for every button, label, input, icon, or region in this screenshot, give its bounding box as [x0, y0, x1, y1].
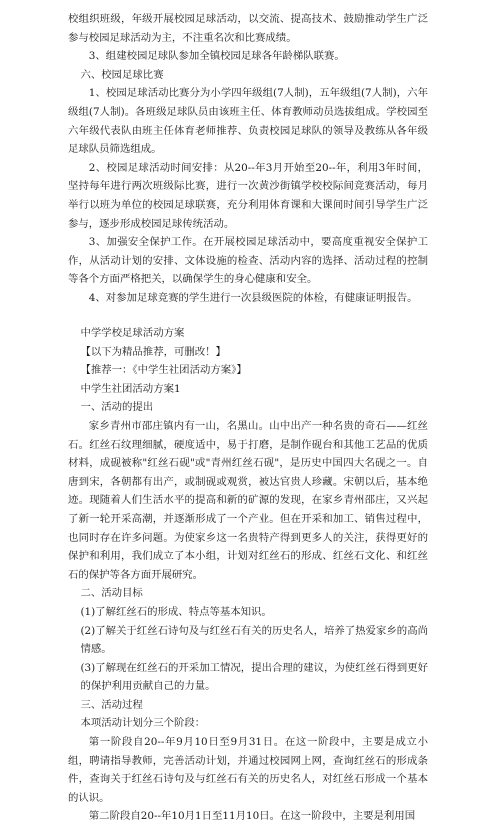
goal-item: (3)了解现在红丝石的开采加工情况，提出合理的建议，为使红丝石得到更好的保护利用贡献自己的力量。 — [80, 661, 428, 693]
paragraph: 3、组建校园足球队参加全镇校园足球各年龄梯队联赛。 — [88, 50, 345, 63]
document-title: 中学学校足球活动方案 — [80, 327, 185, 339]
sub-title: 中学生社团活动方案1 — [80, 382, 181, 395]
section-heading: 三、活动过程 — [80, 698, 143, 711]
paragraph: 3、加强安全保护工作。在开展校园足球活动中，要高度重视安全保护工作，从活动计划的安排、文体设施的检查、活动内容的选择、活动过程的控制等各个方面严格把关，以确保学生的身心健康和安全。 — [68, 236, 428, 286]
goal-item: (2)了解关于红丝石诗句及与红丝石有关的历史名人，培养了热爱家乡的高尚情感。 — [80, 624, 428, 656]
paragraph: 校组织班级，年级开展校园足球活动，以交流、提高技术、鼓励推动学生广泛参与校园足球活动为主，不注重名次和比赛成绩。 — [68, 13, 428, 44]
section-heading: 二、活动目标 — [80, 587, 143, 600]
section-heading: 一、活动的提出 — [80, 401, 154, 414]
lower-section — [68, 324, 428, 826]
paragraph: 1、校园足球活动比赛分为小学四年级组(7人制)，五年级组(7人制)，六年级组(7人制)。各班级足球队员由该班主任、体育教师动员选拔组成。学校园至六年级代表队由班主任体育老师推荐、负责校园足球队的领导及教练从各年级足球队员筛选组成。 — [68, 87, 428, 156]
paragraph: 第二阶段自20--年10月1日至11月10日。在这一阶段中，主要是利用国 — [88, 810, 416, 823]
section-heading: 六、校园足球比赛 — [80, 68, 164, 81]
goal-item: (1)了解红丝石的形成、特点等基本知识。 — [80, 605, 272, 618]
paragraph: 2、校园足球活动时间安排：从20--年3月开始至20--年，利用3年时间，坚持每年进行两次班级际比赛，进行一次黄沙街镇学校校际间竞赛活动，每月举行以班为单位的校园足球联赛，充分利用体育课和大课间时间引导学生广泛参与，逐步形成校园足球传统活动。 — [68, 161, 428, 230]
paragraph: 第一阶段自20--年9月10日至9月31日。在这一阶段中，主要是成立小组，聘请指导教师，完善活动计划，并通过校园网上网，查询红丝石的形成条件，查询关于红丝石诗句及与红丝石有关的历史名人，对红丝石形成一个基本的认识。 — [68, 736, 428, 804]
upper-section — [68, 10, 428, 308]
paragraph: 家乡青州市邵庄镇内有一山，名黑山。山中出产一种名贵的奇石——红丝石。红丝石纹理细腻，硬度适中，易于打磨，是制作砚台和其他工艺品的优质材料，成砚被称"红丝石砚"或"青州红丝石砚"，是历史中国四大名砚之一。自唐到宋，各朝都有出产，或制砚或观赏，被达官贵人珍藏。宋朝以后，基本绝迹。现随着人们生活水平的提高和新的矿源的发现，在家乡青州邵庄，又兴起了新一轮开采高潮，并逐渐形成了一个产业。但在开采和加工、销售过程中，也同时存在许多问题。为使家乡这一名贵特产得到更多人的关注，获得更好的保护和利用，我们成立了本小组，计划对红丝石的形成、红丝石文化、和红丝石的保护等各方面开展研究。 — [68, 419, 428, 581]
note-line: 【以下为精品推荐，可删改！】 — [80, 345, 226, 358]
recommend-line: 【推荐一：《中学生社团活动方案》】 — [80, 364, 247, 377]
paragraph: 4、对参加足球竞赛的学生进行一次县级医院的体检，有健康证明报告。 — [88, 291, 418, 304]
paragraph: 本项活动计划分三个阶段： — [80, 717, 206, 730]
